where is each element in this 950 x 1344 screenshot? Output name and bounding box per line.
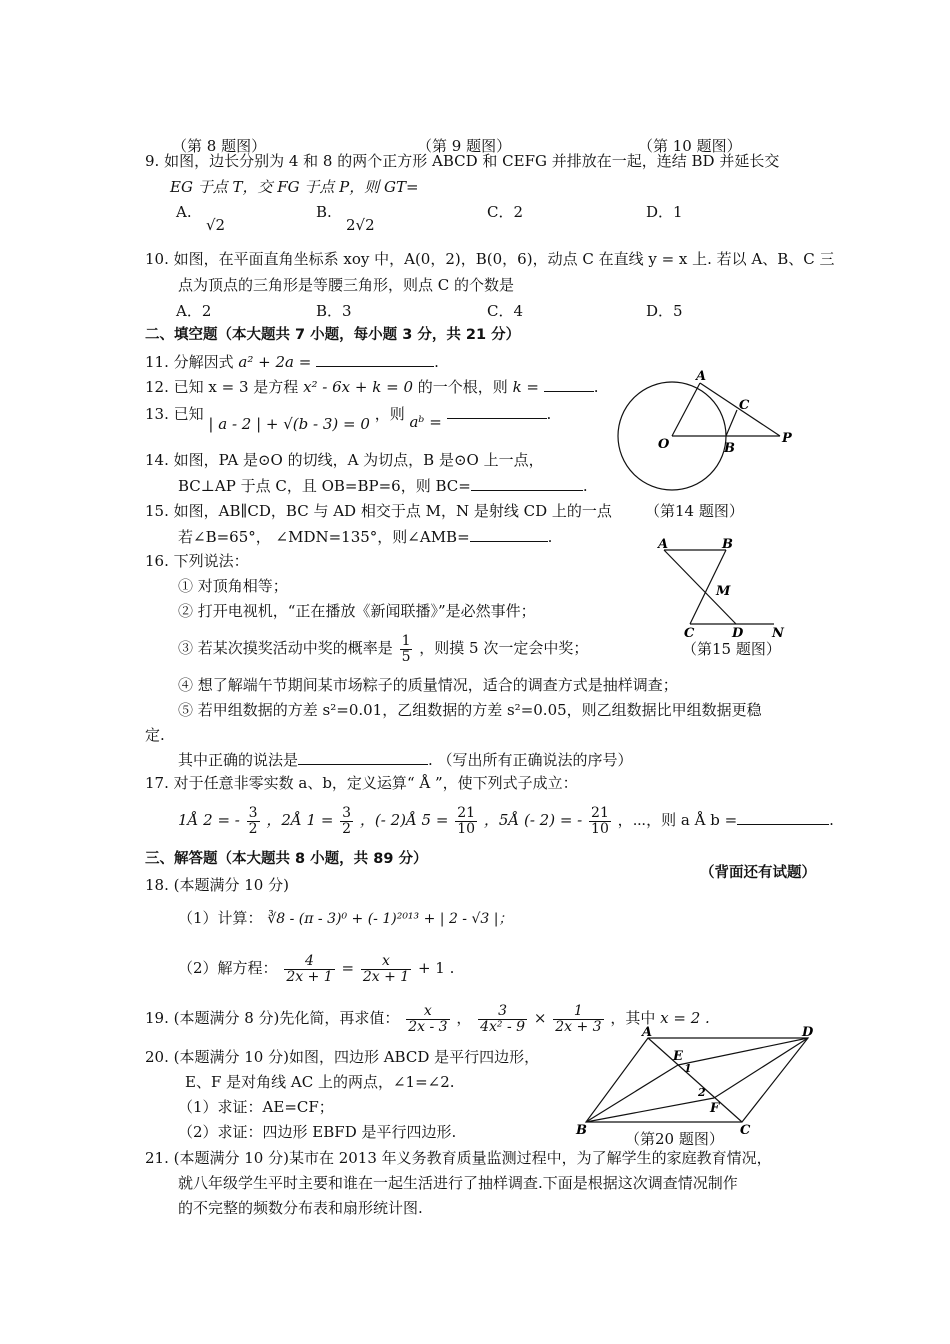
q16-item-1: ① 对顶角相等； xyxy=(178,577,288,595)
section-3-heading: 三、解答题（本大题共 8 小题，共 89 分） xyxy=(145,851,428,867)
figure-20 xyxy=(570,1022,825,1137)
q17-expr-3: ，(- 2)Å 5 = xyxy=(359,811,449,829)
q18-part-2 xyxy=(178,948,454,988)
q10-line1: 10. 如图，在平面直角坐标系 xoy 中，A(0，2)，B(0，6)，动点 C 在直线 y = x 上. 若以 A、B、C 三 xyxy=(145,250,835,268)
fig14-line-bc xyxy=(726,410,737,436)
q16-item-3-text-a: ③ 若某次摸奖活动中奖的概率是 xyxy=(178,639,393,657)
fig20-caption: （第20 题图） xyxy=(625,1130,724,1148)
q18-frac-2 xyxy=(361,954,411,985)
q11-text: 11. 分解因式 xyxy=(145,353,234,371)
fig20-diagonal-ac xyxy=(648,1038,742,1122)
q13-blank[interactable] xyxy=(447,404,547,419)
q20-line1: 20. (本题满分 10 分)如图，四边形 ABCD 是平行四边形， xyxy=(145,1048,540,1066)
q18-title: 18. (本题满分 10 分) xyxy=(145,876,289,894)
q14-end: . xyxy=(582,477,588,495)
q19-title: 19. (本题满分 8 分)先化简，再求值： xyxy=(145,1009,400,1027)
fig15-caption: （第15 题图） xyxy=(682,640,781,658)
fig20-label-1: 1 xyxy=(684,1062,692,1075)
q12-expr: x² - 6x + k = 0 xyxy=(303,378,413,396)
q10-option-c: C．4 xyxy=(487,302,524,320)
q18-part-1-expr: ∛8 - (π - 3)⁰ + (- 1)²⁰¹³ + | 2 - √3 |； xyxy=(267,911,513,927)
q17-expr-2: ，2Å 1 = xyxy=(266,811,334,829)
q19-sep: ， xyxy=(456,1009,472,1027)
q17-frac-3 xyxy=(455,806,477,837)
q16-item-3-text-b: ，则摸 5 次一定会中奖； xyxy=(419,639,589,657)
q16-blank[interactable] xyxy=(298,750,428,765)
q17-frac-3-num: 21 xyxy=(457,804,476,821)
q12-text: 12. 已知 x = 3 是方程 xyxy=(145,378,299,396)
fig14-line-oa xyxy=(672,383,700,436)
q17-frac-3-den: 10 xyxy=(457,820,476,837)
q18-frac-2-num: x xyxy=(361,954,411,970)
q16-answer xyxy=(178,750,633,769)
q19-tail: ，其中 xyxy=(610,1009,656,1027)
q17-expr-5: ，⋯，则 a Å b = xyxy=(617,811,738,829)
q11-blank[interactable] xyxy=(316,352,434,367)
q16-item-5-cont: 定. xyxy=(145,726,165,744)
q16-answer-hint: . （写出所有正确说法的序号） xyxy=(428,751,633,769)
q14-blank[interactable] xyxy=(471,476,583,491)
q13-text: 13. 已知 xyxy=(145,405,204,423)
q19-frac-1 xyxy=(406,1004,449,1035)
fig20-label-d: D xyxy=(802,1025,814,1040)
fig14-label-p: P xyxy=(782,431,792,446)
q17-frac-2-num: 3 xyxy=(342,804,352,821)
q10-line2: 点为顶点的三角形是等腰三角形，则点 C 的个数是 xyxy=(178,276,515,294)
q17-frac-1-num: 3 xyxy=(248,804,258,821)
q17-frac-1-den: 2 xyxy=(248,820,258,837)
q16-item-5: ⑤ 若甲组数据的方差 s²=0.01，乙组数据的方差 s²=0.05，则乙组数据比甲组数据更稳 xyxy=(178,701,762,719)
q15-line2-text: 若∠B=65°， ∠MDN=135°，则∠AMB= xyxy=(178,528,470,546)
q9-option-a-value: √2 xyxy=(206,216,226,234)
q18-frac-1-num: 4 xyxy=(284,954,334,970)
fig14-label-c: C xyxy=(739,398,750,413)
q13 xyxy=(145,404,552,433)
fig10-caption: （第 10 题图） xyxy=(638,137,742,155)
q20-line2: E、F 是对角线 AC 上的两点，∠1=∠2. xyxy=(185,1073,455,1091)
fig20-label-e: E xyxy=(673,1049,683,1064)
q9-option-b-value: 2√2 xyxy=(346,216,375,234)
q13-end: . xyxy=(546,405,552,423)
q17-blank[interactable] xyxy=(737,810,829,825)
q11 xyxy=(145,352,439,371)
q17-frac-1 xyxy=(247,806,260,837)
q16-fraction xyxy=(400,634,413,665)
q16-fraction-den: 5 xyxy=(401,648,411,665)
q12 xyxy=(145,377,599,396)
q19-frac-1-num: x xyxy=(406,1004,449,1020)
fig20-line-fd xyxy=(714,1038,808,1098)
q9-option-a: A. xyxy=(176,203,192,221)
figure-14 xyxy=(610,370,800,500)
q20-line3: （1）求证：AE=CF； xyxy=(178,1098,334,1116)
q9-option-b: B. xyxy=(316,203,332,221)
q18-part-2-label: （2）解方程： xyxy=(178,959,278,977)
q17-frac-4 xyxy=(589,806,611,837)
q17-frac-2-den: 2 xyxy=(342,820,352,837)
q10-option-b: B．3 xyxy=(316,302,352,320)
q17-expr-4: ，5Å (- 2) = - xyxy=(483,811,583,829)
q12-end: . xyxy=(593,378,599,396)
fig9-caption: （第 9 题图） xyxy=(417,137,512,155)
q18-part-2-end: + 1 . xyxy=(417,959,455,977)
q14-line2 xyxy=(178,476,588,495)
q17-line2 xyxy=(178,800,834,840)
q21-line1: 21. (本题满分 10 分)某市在 2013 年义务教育质量监测过程中，为了解学生的家庭教育情况， xyxy=(145,1149,772,1167)
fig20-label-a: A xyxy=(642,1025,653,1040)
fig20-label-f: F xyxy=(710,1101,720,1116)
q13-expr2: aᵇ = xyxy=(409,413,442,431)
q18-part-1 xyxy=(178,909,513,928)
fig14-label-b: B xyxy=(724,441,735,456)
q15-line1: 15. 如图，AB∥CD，BC 与 AD 相交于点 M，N 是射线 CD 上的一点 xyxy=(145,502,612,520)
fig14-label-a: A xyxy=(696,370,707,384)
fig20-label-c: C xyxy=(740,1123,751,1137)
q19-frac-2-den: 4x² - 9 xyxy=(480,1018,526,1035)
fig14-caption: （第14 题图） xyxy=(645,502,744,520)
q20-line4: （2）求证：四边形 EBFD 是平行四边形. xyxy=(178,1123,457,1141)
q19-op: × xyxy=(533,1009,547,1027)
q17-end: . xyxy=(829,811,834,829)
q17-line1: 17. 对于任意非零实数 a、b，定义运算“ Å ”，使下列式子成立： xyxy=(145,774,578,792)
q12-expr2: k = xyxy=(512,378,539,396)
back-note: （背面还有试题） xyxy=(700,865,816,881)
q11-expr: a² + 2a = xyxy=(238,353,312,371)
q11-end: . xyxy=(434,353,439,371)
q15-blank[interactable] xyxy=(470,527,548,542)
q18-equals: = xyxy=(341,959,355,977)
fig15-label-b: B xyxy=(722,537,733,552)
section-2-heading: 二、填空题（本大题共 7 小题，每小题 3 分，共 21 分） xyxy=(145,327,521,343)
q19-frac-3-num: 1 xyxy=(553,1004,603,1020)
q13-expr: | a - 2 | + √(b - 3) = 0 xyxy=(208,415,370,433)
q16-item-2: ② 打开电视机，“正在播放《新闻联播》”是必然事件； xyxy=(178,602,536,620)
q17-frac-4-num: 21 xyxy=(591,804,609,821)
q14-line1: 14. 如图，PA 是⊙O 的切线，A 为切点，B 是⊙O 上一点， xyxy=(145,451,544,469)
q10-option-a: A．2 xyxy=(176,302,212,320)
figure-15 xyxy=(650,535,790,645)
q9-option-c: C．2 xyxy=(487,203,524,221)
q19-frac-2 xyxy=(478,1004,527,1035)
q18-frac-2-den: 2x + 1 xyxy=(362,968,410,985)
fig20-label-2: 2 xyxy=(698,1086,706,1099)
q18-frac-1 xyxy=(284,954,334,985)
q17-expr-1: 1Å 2 = - xyxy=(178,811,240,829)
q19-condition: x = 2 . xyxy=(660,1009,710,1027)
q15-end: . xyxy=(547,528,553,546)
q16-fraction-num: 1 xyxy=(401,632,411,649)
q18-frac-1-den: 2x + 1 xyxy=(286,968,333,985)
q19-frac-2-num: 3 xyxy=(478,1004,527,1020)
q12-blank[interactable] xyxy=(544,377,594,392)
q9-line2: EG 于点 T，交 FG 于点 P，则 GT= xyxy=(170,178,419,196)
fig20-line-ed xyxy=(678,1038,808,1065)
fig14-label-o: O xyxy=(658,437,670,452)
q18-part-1-label: （1）计算： xyxy=(178,909,263,927)
q19-frac-1-den: 2x - 3 xyxy=(408,1018,448,1035)
fig20-label-b: B xyxy=(576,1123,587,1137)
q16-item-3 xyxy=(178,630,588,666)
fig15-label-n: N xyxy=(772,626,784,641)
q12-mid: 的一个根，则 xyxy=(417,378,508,396)
fig15-label-d: D xyxy=(732,626,744,641)
fig15-label-c: C xyxy=(684,626,695,641)
q10-option-d: D．5 xyxy=(646,302,683,320)
q21-line2: 就八年级学生平时主要和谁在一起生活进行了抽样调查.下面是根据这次调查情况制作 xyxy=(178,1174,738,1192)
q9-option-d: D．1 xyxy=(646,203,683,221)
q17-frac-2 xyxy=(340,806,353,837)
q21-line3: 的不完整的频数分布表和扇形统计图. xyxy=(178,1199,423,1217)
q19-frac-3-den: 2x + 3 xyxy=(555,1018,602,1035)
q16-title: 16. 下列说法： xyxy=(145,552,249,570)
fig8-caption: （第 8 题图） xyxy=(172,137,267,155)
fig15-label-a: A xyxy=(658,537,669,552)
q16-answer-text: 其中正确的说法是 xyxy=(178,751,299,769)
fig20-parallelogram xyxy=(586,1038,808,1122)
q16-item-4: ④ 想了解端午节期间某市场粽子的质量情况，适合的调查方式是抽样调查； xyxy=(178,676,678,694)
q17-frac-4-den: 10 xyxy=(591,820,609,837)
q9-line1: 9. 如图，边长分别为 4 和 8 的两个正方形 ABCD 和 CEFG 并排放在一起，连结 BD 并延长交 xyxy=(145,152,780,170)
q15-line2 xyxy=(178,527,552,546)
fig15-label-m: M xyxy=(716,584,731,599)
q14-line2-text: BC⊥AP 于点 C，且 OB=BP=6，则 BC= xyxy=(178,477,471,495)
q13-mid: ，则 xyxy=(374,405,405,423)
